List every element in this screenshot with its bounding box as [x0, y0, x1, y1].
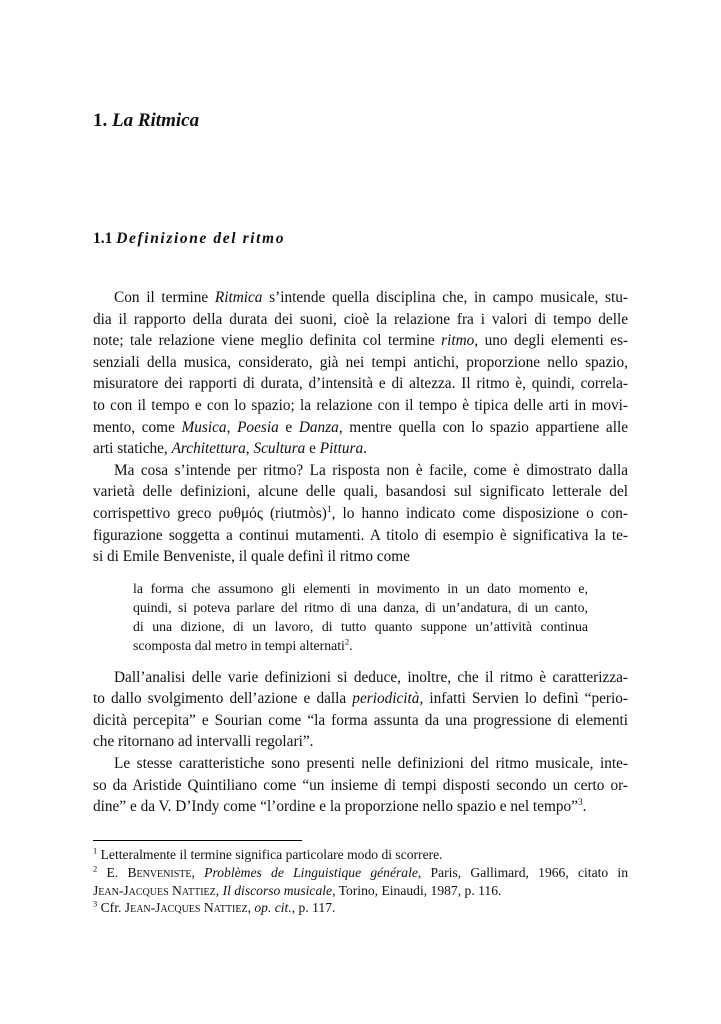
- text-line: si di Emile Benveniste, il quale definì il ritmo come: [93, 548, 410, 566]
- text-line: Dall’analisi delle varie definizioni si deduce, inoltre, che il ritmo è caratterizza-: [114, 668, 628, 686]
- text-line: Con il termine Ritmica s’intende quella disciplina che, in campo musicale, stu-: [114, 289, 628, 306]
- body-text: [93, 287, 628, 818]
- text-line: so da Aristide Quintiliano come “un insieme di tempi disposti secondo un certo or-: [93, 776, 628, 794]
- text-line: che ritornano ad intervalli regolari”.: [93, 733, 314, 751]
- quote-line: quindi, si poteva parlare del ritmo di una danza, di un’andatura, di un canto,: [133, 599, 588, 615]
- chapter-number: 1.: [93, 110, 108, 131]
- footnote-ref: 1: [326, 504, 332, 515]
- footnote-1: $^1$ Letteralmente il termine significa particolare modo di scorrere.: [93, 845, 443, 862]
- section-number: 1.1: [93, 230, 113, 247]
- paragraph-4: [93, 753, 628, 818]
- quote-line: di una dizione, di un lavoro, di tutto quanto suppone un’attività continua: [133, 619, 588, 635]
- block-quote: [133, 579, 588, 656]
- quote-line: la forma che assumono gli elementi in movimento in un dato momento e,: [133, 580, 588, 596]
- text-line: to dallo svolgimento dell’azione e dalla periodicità, infatti Servien lo definì “perio-: [93, 690, 628, 708]
- text-line: to con il tempo e con lo spazio; la relazione con il tempo è tipica delle arti in movi-: [93, 396, 628, 414]
- text-line: Ma cosa s’intende per ritmo? La risposta non è facile, come è dimostrato dalla: [114, 461, 628, 479]
- text-line: dia il rapporto della durata dei suoni, cioè la relazione fra i valori di tempo delle: [93, 310, 628, 328]
- paragraph-3: [93, 667, 628, 753]
- text-line: dicità percepita” e Sourian come “la forma assunta da una progressione di elementi: [93, 711, 628, 729]
- chapter-title: La Ritmica: [112, 110, 200, 131]
- footnote-2: $^2$ E. Benveniste, Problèmes de Linguistique générale, Paris, Gallimard, 1966, citato in: [93, 863, 629, 880]
- chapter-heading: [93, 110, 199, 132]
- text-line: Le stesse caratteristiche sono presenti nelle definizioni del ritmo musicale, inte-: [114, 754, 628, 772]
- text-line: note; tale relazione viene meglio definita col termine ritmo, uno degli elementi es-: [93, 332, 628, 350]
- text-line: misuratore dei rapporti di durata, d’intensità e di altezza. Il ritmo è, quindi, correla-: [93, 375, 628, 393]
- quote-line: scomposta dal metro in tempi alternati$^2$.: [133, 636, 353, 654]
- paragraph-2: [93, 460, 628, 568]
- footnote-ref: 2: [344, 636, 350, 647]
- text-line: mento, come Musica, Poesia e Danza, mentre quella con lo spazio appartiene alle: [93, 418, 628, 436]
- footnote-3: $^3$ Cfr. Jean-Jacques Nattiez, op. cit., p. 117.: [93, 898, 336, 916]
- footnote-2-cont: Jean-Jacques Nattiez, Il discorso musicale, Torino, Einaudi, 1987, p. 116.: [93, 882, 502, 898]
- paragraph-1: [93, 287, 628, 460]
- section-title: Definizione del ritmo: [116, 230, 286, 247]
- text-line: arti statiche, Architettura, Scultura e Pittura.: [93, 440, 367, 458]
- text-line: dine” e da V. D’Indy come “l’ordine e la proporzione nello spazio e nel tempo”$^3$.: [93, 798, 587, 816]
- footnote-divider: [93, 840, 302, 841]
- text-line: senziali della musica, considerato, già nei tempi antichi, proporzione nello spazio,: [93, 353, 628, 371]
- text-line: varietà delle definizioni, alcune delle quali, basandosi sul significato letterale del: [93, 483, 628, 501]
- text-line: figurazione soggetta a continui mutamenti. A titolo di esempio è significativa la te-: [93, 526, 628, 544]
- section-heading: [93, 230, 285, 248]
- text-line: corrispettivo greco ρυθμός (riutmòs)$^1$, lo hanno indicato come disposizione o con-: [93, 504, 628, 522]
- footnote-ref: 3: [577, 798, 583, 808]
- footnotes: [93, 846, 628, 917]
